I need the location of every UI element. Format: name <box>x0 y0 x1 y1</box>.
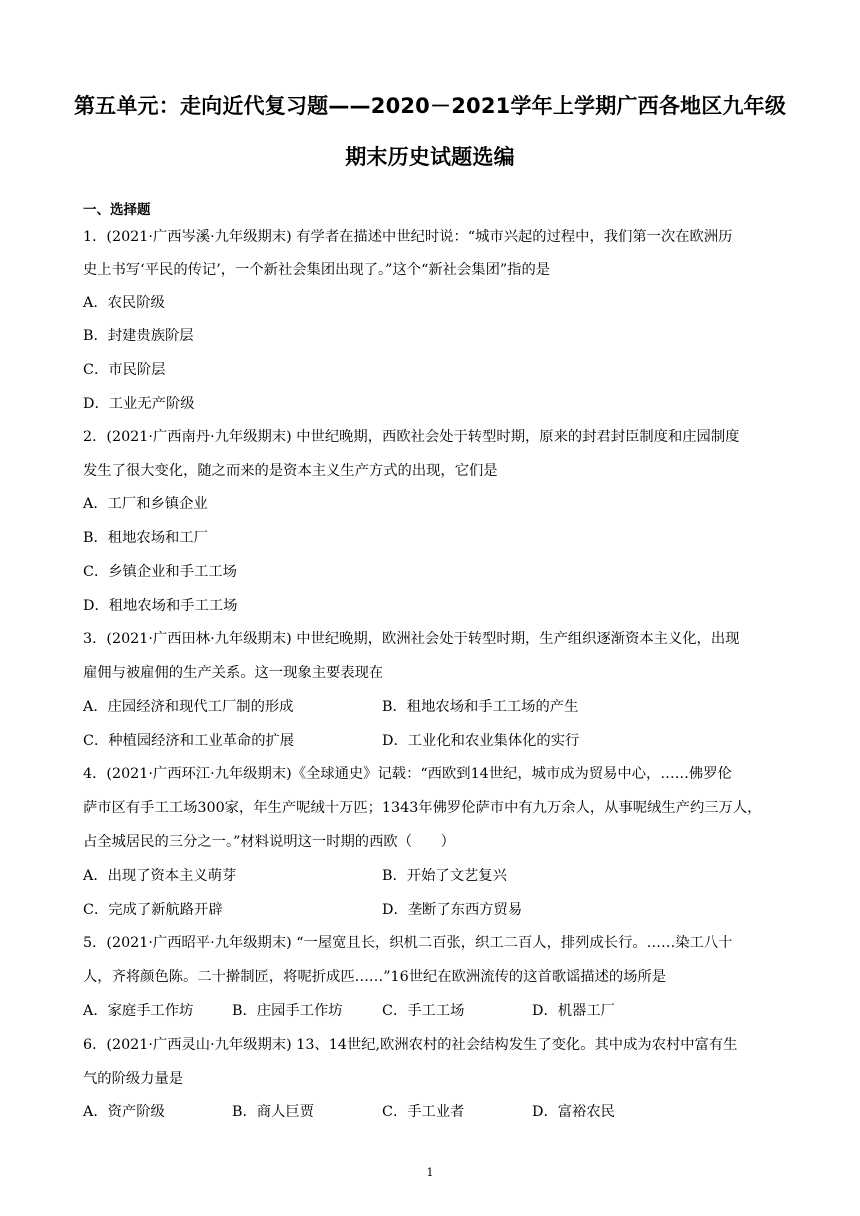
question-6-line-2: 气的阶级力量是 <box>83 1071 184 1087</box>
question-6-option-d: D．富裕农民 <box>532 1104 615 1120</box>
question-3-line-1: 3．(2021·广西田林·九年级期末) 中世纪晚期，欧洲社会处于转型时期，生产组织逐渐资本主义化，出现 <box>83 631 740 647</box>
question-6-option-a: A．资产阶级 <box>83 1104 165 1120</box>
question-2-line-1: 2．(2021·广西南丹·九年级期末) 中世纪晚期，西欧社会处于转型时期，原来的封君封臣制度和庄园制度 <box>83 429 740 445</box>
document-title-line1: 第五单元：走向近代复习题——2020－2021学年上学期广西各地区九年级 <box>73 94 787 118</box>
question-4-option-b: B．开始了文艺复兴 <box>382 868 507 884</box>
question-1-option-c: C．市民阶层 <box>83 362 166 378</box>
question-1-line-2: 史上书写‘平民的传记’，一个新社会集团出现了。”这个“新社会集团”指的是 <box>83 262 551 278</box>
question-6-option-b: B．商人巨贾 <box>232 1104 314 1120</box>
question-4-line-3: 占全城居民的三分之一。”材料说明这一时期的西欧（ ） <box>83 834 455 850</box>
question-5-line-1: 5．(2021·广西昭平·九年级期末) “一屋宽且长，织机二百张，织工二百人，排列成长行。……染工八十 <box>83 935 733 951</box>
question-3-line-2: 雇佣与被雇佣的生产关系。这一现象主要表现在 <box>83 665 384 681</box>
question-1-option-b: B．封建贵族阶层 <box>83 328 194 344</box>
question-4-option-d: D．垄断了东西方贸易 <box>382 902 523 918</box>
question-5-line-2: 人，齐将颜色陈。二十擀制匠，将呢折成匹……”16世纪在欧洲流传的这首歌谣描述的场所是 <box>83 969 667 985</box>
question-3-option-b: B．租地农场和手工工场的产生 <box>382 699 579 715</box>
section-heading: 一、选择题 <box>83 202 151 218</box>
question-5-option-a: A．家庭手工作坊 <box>83 1003 194 1019</box>
question-6-option-c: C．手工业者 <box>382 1104 465 1120</box>
question-3-option-a: A．庄园经济和现代工厂制的形成 <box>83 699 294 715</box>
question-1-option-d: D．工业无产阶级 <box>83 396 195 412</box>
question-4-line-1: 4．(2021·广西环江·九年级期末)《全球通史》记载：“西欧到14世纪，城市成为贸易中心，……佛罗伦 <box>83 766 732 782</box>
question-5-option-b: B．庄园手工作坊 <box>232 1003 343 1019</box>
question-2-option-b: B．租地农场和工厂 <box>83 530 208 546</box>
question-2-option-a: A．工厂和乡镇企业 <box>83 496 208 512</box>
question-4-option-c: C．完成了新航路开辟 <box>83 902 223 918</box>
document-title-line2: 期末历史试题选编 <box>345 145 515 169</box>
question-2-option-c: C．乡镇企业和手工工场 <box>83 564 237 580</box>
question-1-line-1: 1．(2021·广西岑溪·九年级期末) 有学者在描述中世纪时说：“城市兴起的过程中，我们第一次在欧洲历 <box>83 229 733 245</box>
question-4-option-a: A．出现了资本主义萌芽 <box>83 868 237 884</box>
question-4-line-2: 萨市区有手工工场300家，年生产呢绒十万匹；1343年佛罗伦萨市中有九万余人，从事呢绒生产约三万人， <box>83 800 762 816</box>
page-number: 1 <box>426 1166 434 1179</box>
question-6-line-1: 6．(2021·广西灵山·九年级期末) 13、14世纪,欧洲农村的社会结构发生了变化。其中成为农村中富有生 <box>83 1037 738 1053</box>
question-3-option-c: C．种植园经济和工业革命的扩展 <box>83 733 295 749</box>
question-2-line-2: 发生了很大变化，随之而来的是资本主义生产方式的出现，它们是 <box>83 463 498 479</box>
question-2-option-d: D．租地农场和手工工场 <box>83 598 238 614</box>
question-5-option-c: C．手工工场 <box>382 1003 465 1019</box>
question-5-option-d: D．机器工厂 <box>532 1003 615 1019</box>
question-1-option-a: A．农民阶级 <box>83 295 165 311</box>
question-3-option-d: D．工业化和农业集体化的实行 <box>382 733 580 749</box>
